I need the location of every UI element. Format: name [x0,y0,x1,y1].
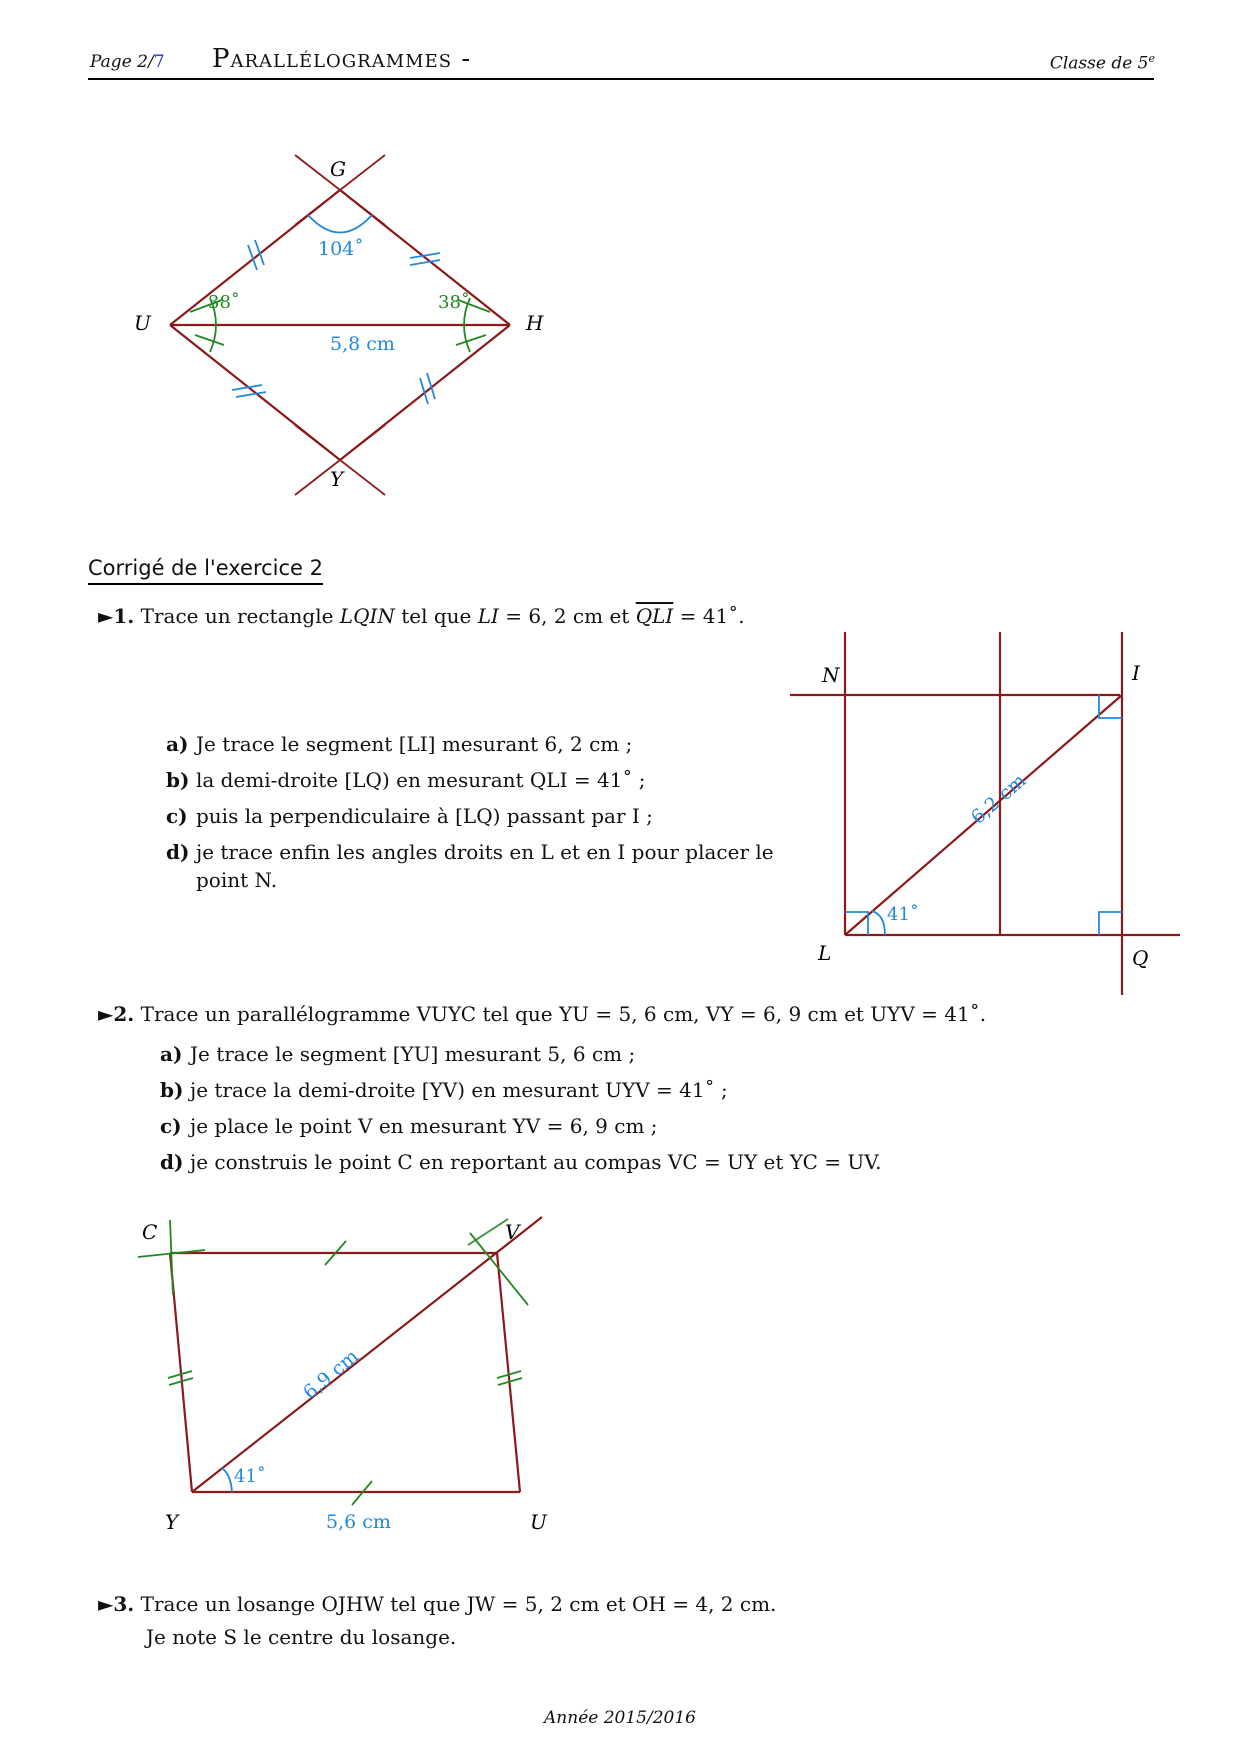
label-G: G [330,157,346,181]
angle-38-left: 38˚ [208,292,240,313]
ex1-steps [166,730,806,894]
label-I: I [1132,661,1140,685]
ex2-steps [160,1040,980,1176]
ex2-step-d: d) je construis le point C en reportant au compas VC = UY et YC = UV. [160,1150,882,1174]
length-YV: 6,9 cm [299,1345,363,1404]
angle-38-right: 38˚ [438,292,470,313]
label-L: L [818,941,832,965]
label-C: C [142,1220,158,1244]
ex1-step-c: c) puis la perpendiculaire à [LQ) passant par I ; [166,804,653,828]
figure-parallelogram [110,1195,580,1555]
ex1-step-a: a) Je trace le segment [LI] mesurant 6, 2 cm ; [166,732,633,756]
figure-rectangle [760,620,1200,1000]
ex3-note: Je note S le centre du losange. [146,1625,457,1649]
page-number: Page 2/7 [90,52,165,72]
footer-year: Année 2015/2016 [544,1708,696,1728]
ex2-step-b: b) je trace la demi-droite [YV) en mesurant UYV = 41˚ ; [160,1078,728,1102]
ex3-statement: ►3. Trace un losange OJHW tel que JW = 5, 2 cm et OH = 4, 2 cm. [98,1592,777,1616]
section-title: Corrigé de l'exercice 2 [88,556,323,585]
label-U: U [134,311,151,335]
label-V: V [505,1220,520,1244]
label-U2: U [530,1510,547,1534]
label-Y: Y [330,467,344,491]
ex2-statement: ►2. Trace un parallélogramme VUYC tel que YU = 5, 6 cm, VY = 6, 9 cm et UYV = 41˚. [98,1002,987,1026]
length-UH: 5,8 cm [330,333,395,355]
label-Q: Q [1132,946,1149,970]
ex2-step-a: a) Je trace le segment [YU] mesurant 5, 6 cm ; [160,1042,636,1066]
ex1-step-b: b) la demi-droite [LQ) en mesurant QLI = 41˚ ; [166,768,646,792]
page-title: Parallélogrammes - [212,44,472,74]
length-YU: 5,6 cm [326,1511,391,1533]
label-H: H [526,311,544,335]
label-N: N [822,663,840,687]
angle-41: 41˚ [887,904,919,925]
angle-41-b: 41˚ [234,1466,266,1487]
page-total-link[interactable]: 7 [153,52,165,72]
class-label: Classe de 5e [1049,52,1155,74]
figure-rhombus [0,0,1240,520]
label-Y2: Y [165,1510,179,1534]
length-LI: 6,2 cm [966,769,1031,829]
ex1-step-d: d) je trace enfin les angles droits en L et en I pour placer le [166,840,774,864]
ex1-statement: ►1. Trace un rectangle LQIN tel que LI = 6, 2 cm et $\overline{QLI}$ = 41˚. [98,604,745,628]
ex1-step-d-cont: point N. [196,868,278,892]
ex2-step-c: c) je place le point V en mesurant YV = 6, 9 cm ; [160,1114,658,1138]
angle-104: 104˚ [318,238,364,260]
